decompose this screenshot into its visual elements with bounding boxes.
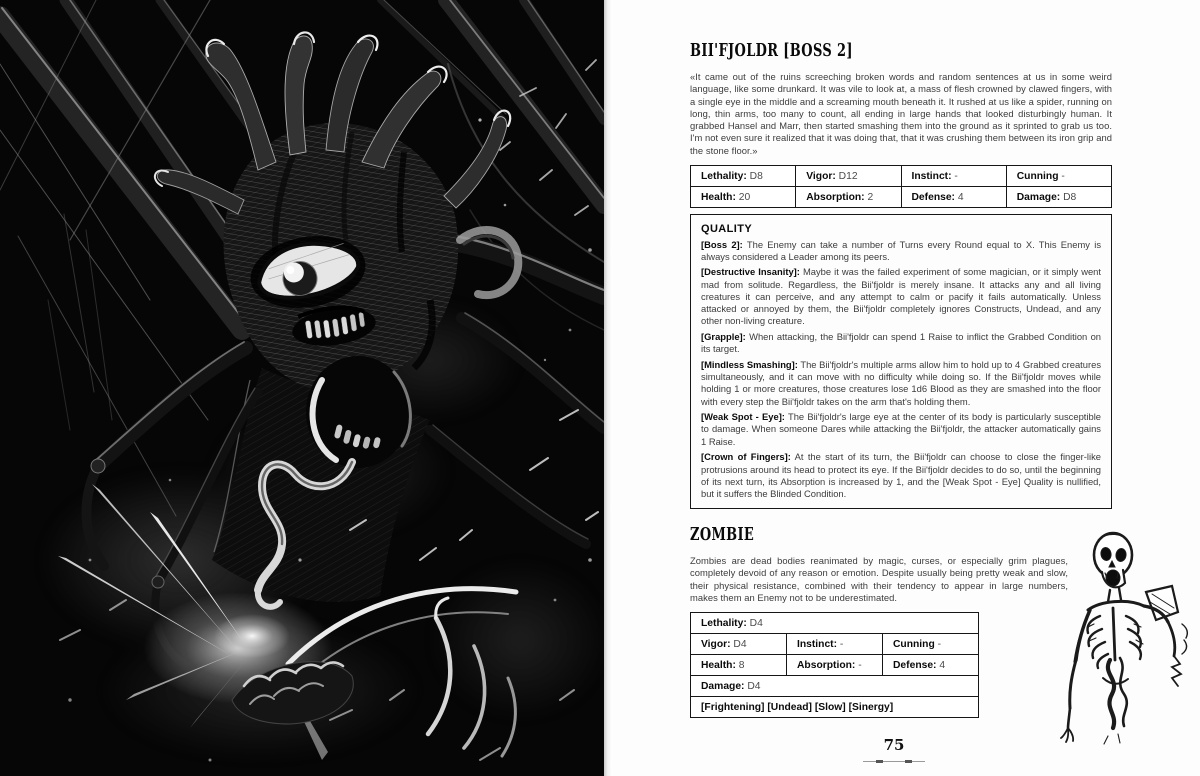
quality-entry: [Boss 2]: The Enemy can take a number of Turns every Round equal to X. This Enemy is always considered a Leader among its peers. — [701, 238, 1102, 262]
stat-cell: Vigor: D12 — [796, 166, 901, 186]
stat-cell: Lethality: D8 — [691, 166, 796, 186]
skeleton-entrails — [1103, 658, 1128, 728]
stat-row — [691, 187, 1111, 207]
stat-cell: Instinct: - — [787, 634, 883, 654]
stat-cell: Vigor: D4 — [691, 634, 787, 654]
stat-cell: Defense: 4 — [893, 659, 946, 671]
boss-section — [690, 40, 1112, 509]
quality-entry: [Crown of Fingers]: At the start of its turn, the Bii'fjoldr can choose to close the finger-like protrusions around its head to protect its eye. If the Bii'fjoldr decides to do so, until the beginning of its next turn, its Absorption is increased by 1, and the [Weak Spot - Eye] Quality is nullified, but it suffers the Blinded Condition. — [701, 451, 1101, 499]
stat-cell: Instinct: - — [902, 166, 1007, 186]
zombie-section — [690, 524, 1112, 718]
stat-row — [691, 697, 978, 717]
page-number: 75 — [883, 736, 905, 754]
stat-cell: Absorption: - — [787, 655, 883, 675]
skeleton-skull — [1094, 533, 1132, 587]
stat-cell: Cunning - — [1016, 170, 1065, 182]
boss-quality-box — [690, 214, 1112, 509]
stat-cell: Health: 20 — [691, 187, 796, 207]
boss-quote: «It came out of the ruins screeching broken words and random sentences at us in some weird language, like some drunkard. It was vile to look at, a mass of flesh crowned by clawed fingers, with a single eye in the middle and a screaming mouth beneath it. It rushed at us like a spider, running on long, thin arms, too many to count, all ending in large hands that looked disturbingly human. It grabbed Hansel and Marr, then started smashing them into the ground as it sprinted to grab us too. I'm not even sure it realized that it was doing that, that it was crushing them between its iron grip and the stone floor.» — [690, 71, 1112, 156]
page-number-rule — [863, 761, 925, 762]
stat-cell: Absorption: 2 — [796, 187, 901, 207]
stat-cell: [Frightening] [Undead] [Slow] [Sinergy] — [701, 701, 894, 713]
stat-row — [691, 634, 978, 655]
stat-cell: Cunning - — [893, 638, 942, 650]
page-fold — [604, 0, 612, 776]
stat-cell: Damage: D8 — [1016, 191, 1077, 203]
page-footer — [612, 726, 1200, 776]
quality-title: QUALITY — [701, 223, 753, 236]
zombie-title: ZOMBIE — [690, 524, 755, 546]
quality-entry: [Mindless Smashing]: The Bii'fjoldr's multiple arms allow him to hold up to 4 Grabbed creatures simultaneously, and it can move with no difficulty while doing so. If the Bii'fjoldr moves while holding 1 or more creatures, those creatures lose 1d6 Blood as they are smashed into the floor with every step the Bii'fjoldr takes on the arm that's holding them. — [701, 358, 1102, 407]
stat-cell: Health: 8 — [691, 655, 787, 675]
skeleton-left-arm — [1061, 610, 1090, 742]
right-page — [612, 0, 1200, 776]
quality-entry: [Weak Spot - Eye]: The Bii'fjoldr's large eye at the center of its body is particularly susceptible to damage. When someone Dares while attacking the Bii'fjoldr, the attacker automatically gains 1 Raise. — [701, 411, 1101, 447]
stat-row — [691, 676, 978, 697]
boss-qualities-list — [701, 239, 1101, 501]
stat-cell: Defense: 4 — [902, 187, 1007, 207]
boss-title: BII'FJOLDR [BOSS 2] — [690, 40, 853, 61]
skeleton-clavicle — [1088, 601, 1144, 610]
stat-row — [691, 166, 1111, 187]
skeleton-right-arm — [1144, 606, 1187, 686]
zombie-illustration — [1058, 528, 1194, 750]
stat-cell: Lethality: D4 — [701, 617, 763, 629]
zombie-stat-table — [690, 612, 979, 718]
stat-cell: Damage: D4 — [701, 680, 761, 692]
quality-entry: [Grapple]: When attacking, the Bii'fjoldr can spend 1 Raise to inflict the Grabbed Condition on its target. — [701, 331, 1101, 355]
right-page-content — [690, 0, 1112, 718]
stat-row — [691, 655, 978, 676]
zombie-description: Zombies are dead bodies reanimated by magic, curses, or especially grim plagues, completely devoid of any reason or emotion. Despite usually being pretty weak and slow, their physical resistance, combined with their tendency to appear in large numbers, makes them an Enemy not to be underestimated. — [690, 555, 1068, 604]
boss-stat-table — [690, 165, 1112, 208]
quality-entry: [Destructive Insanity]: Maybe it was the failed experiment of some magician, or it simply went mad from solitude. Regardless, the Bii'fjoldr is merely insane. It attacks any and all living creatures it can perceive, and any attempt to calm or pacify it fails automatically. Unless attacked or annoyed by them, the Bii'fjoldr completely ignores Constructs, Undead, and any other non-living creature. — [701, 266, 1102, 327]
stat-row — [691, 613, 978, 634]
